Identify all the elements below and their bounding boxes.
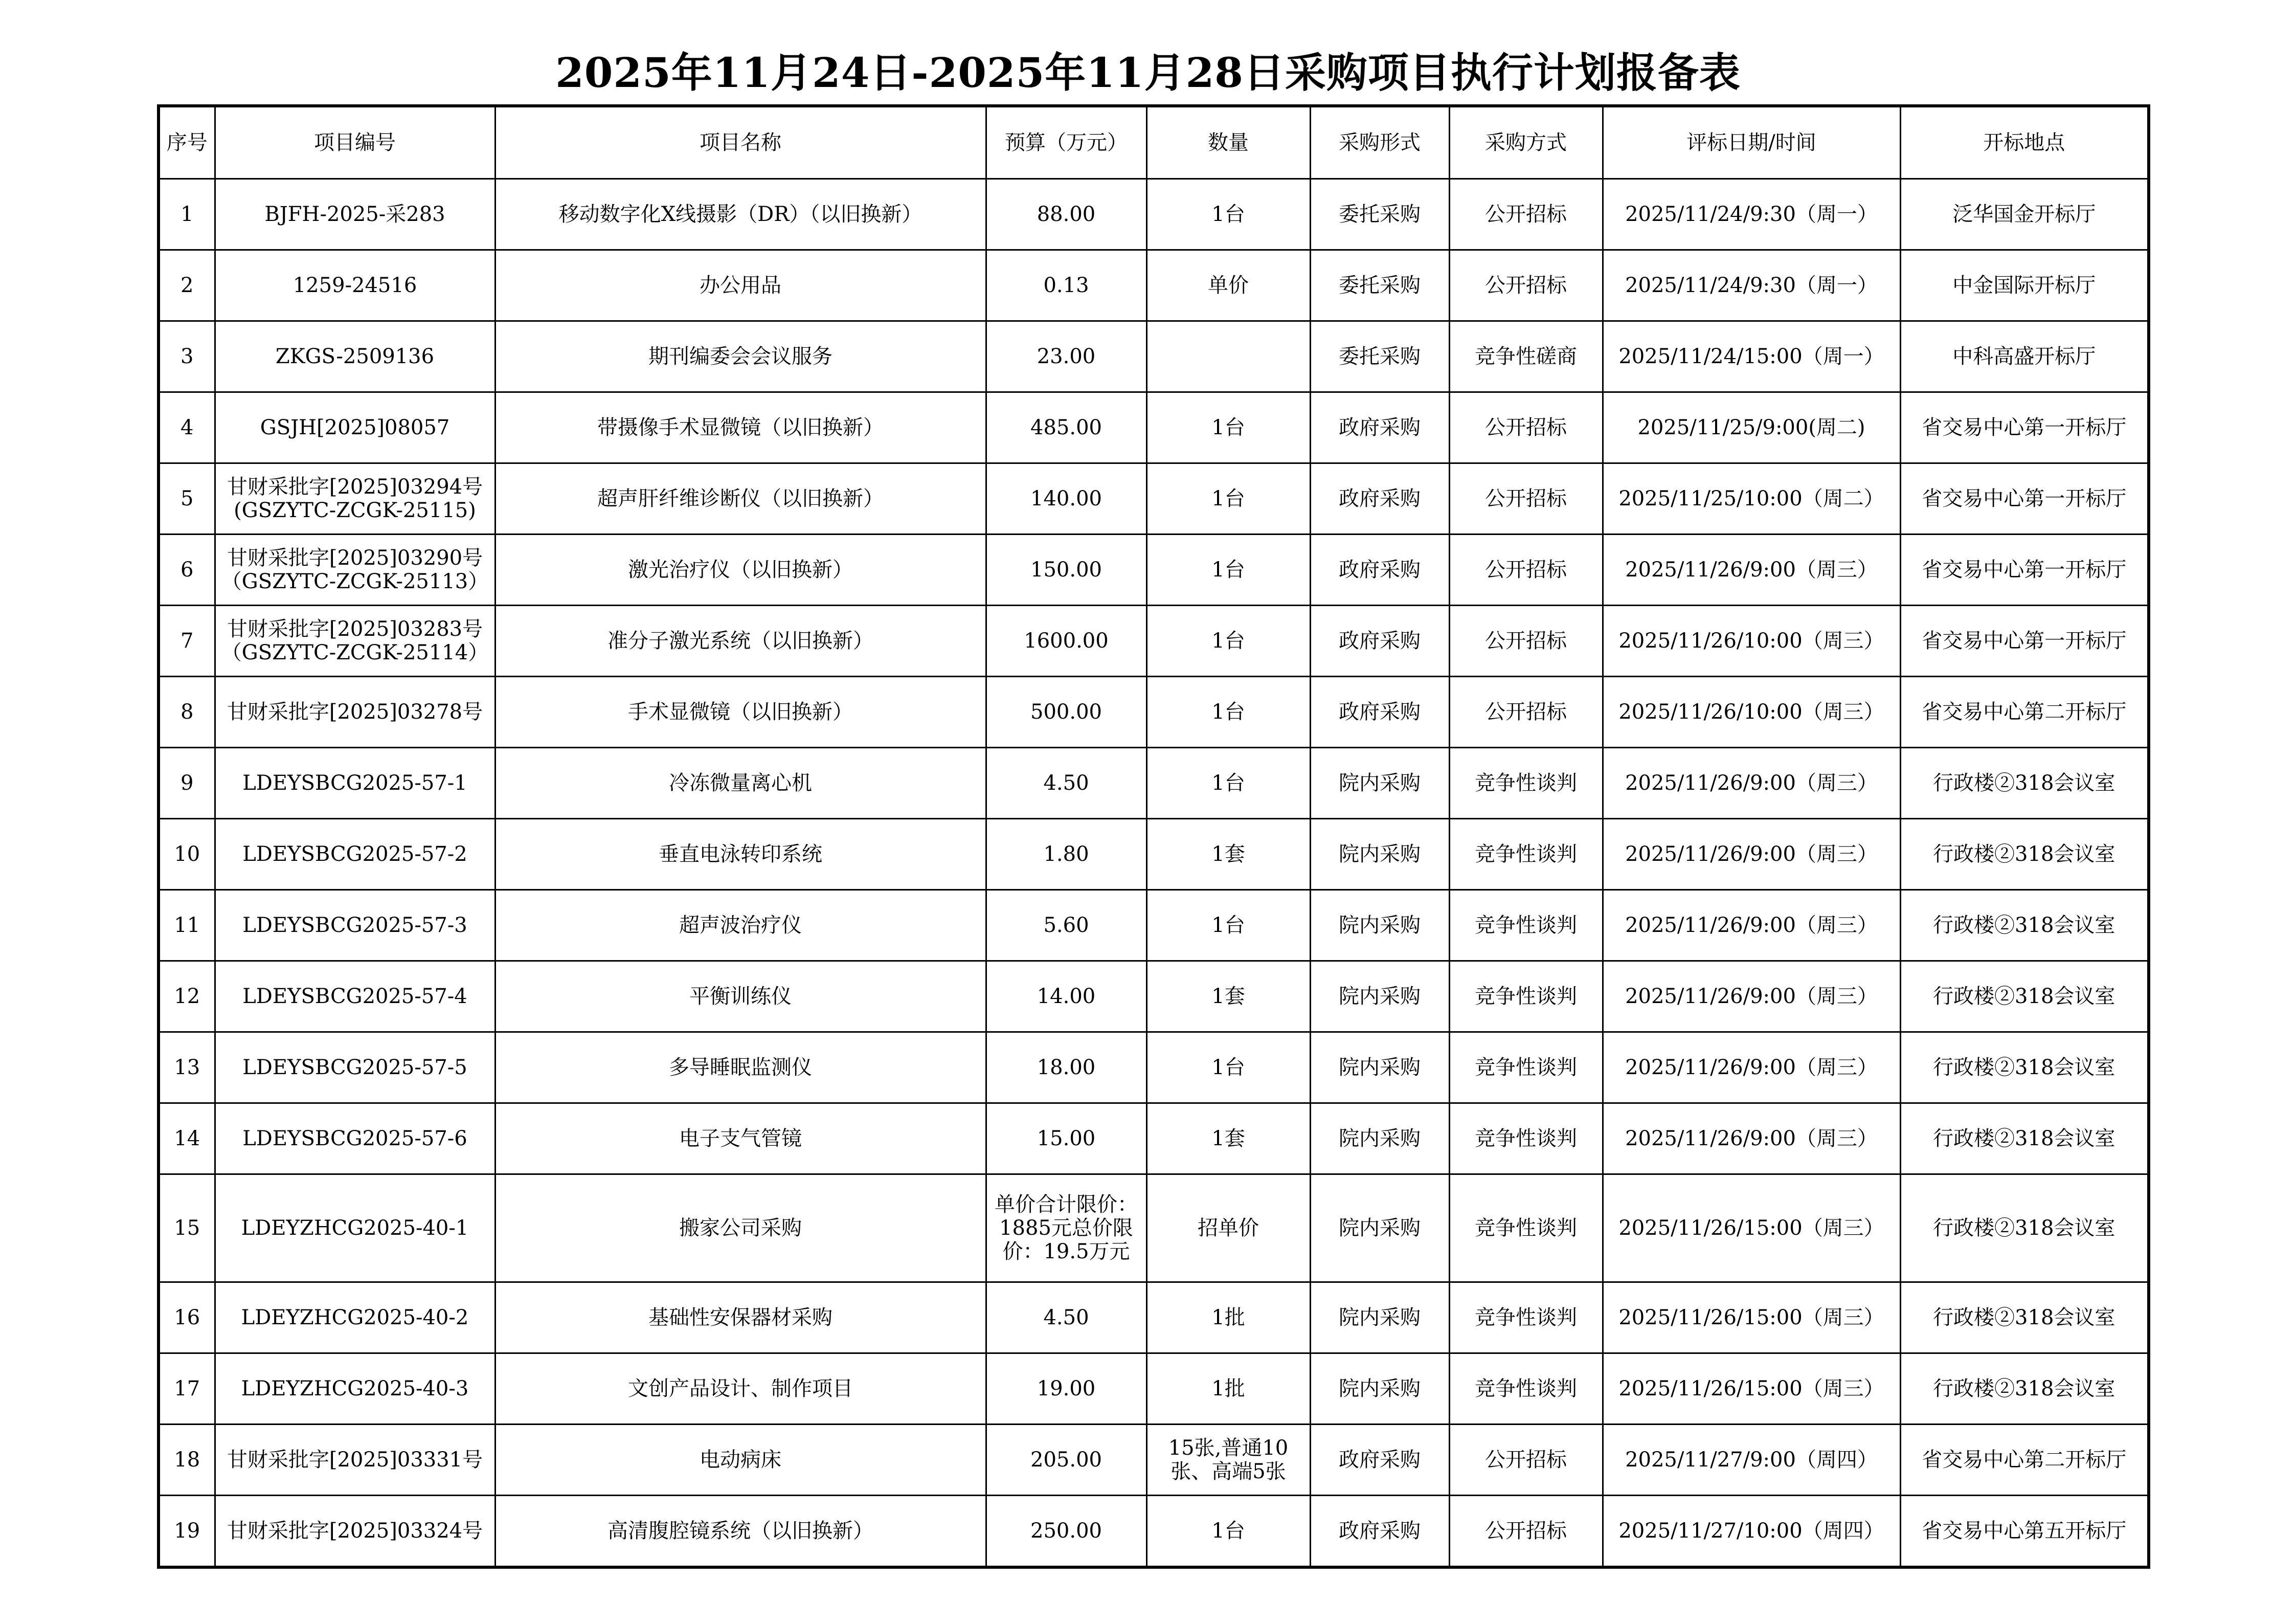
cell-date: 2025/11/26/15:00（周三） [1603,1174,1900,1282]
cell-code [215,535,495,606]
cell-method: 公开招标 [1449,392,1603,463]
header-name: 项目名称 [495,106,986,179]
cell-budget: 150.00 [986,535,1146,606]
cell-name: 手术显微镜（以旧换新） [495,677,986,748]
cell-budget: 250.00 [986,1496,1146,1568]
cell-qty: 15张,普通10张、高端5张 [1146,1425,1310,1496]
cell-place: 省交易中心第一开标厅 [1900,392,2149,463]
cell-method: 公开招标 [1449,250,1603,321]
cell-code [215,1496,495,1568]
cell-date: 2025/11/26/15:00（周三） [1603,1282,1900,1353]
cell-qty: 1台 [1146,392,1310,463]
project-code: ZKGS-2509136 [275,345,435,368]
cell-code [215,321,495,392]
cell-qty: 单价 [1146,250,1310,321]
project-code: 甘财采批字[2025]03294号 [227,475,483,499]
header-code: 项目编号 [215,106,495,179]
cell-name: 平衡训练仪 [495,961,986,1032]
table-row [159,1282,2149,1353]
cell-date: 2025/11/24/9:30（周一） [1603,250,1900,321]
cell-date: 2025/11/26/9:00（周三） [1603,961,1900,1032]
cell-name: 带摄像手术显微镜（以旧换新） [495,392,986,463]
cell-date: 2025/11/25/9:00(周二) [1603,392,1900,463]
project-code: GSJH[2025]08057 [260,416,450,439]
cell-name: 垂直电泳转印系统 [495,819,986,890]
cell-budget: 5.60 [986,890,1146,961]
cell-place: 省交易中心第一开标厅 [1900,535,2149,606]
cell-qty: 1套 [1146,1103,1310,1174]
cell-form: 政府采购 [1310,1496,1449,1568]
cell-code [215,1032,495,1103]
cell-qty: 1台 [1146,179,1310,250]
cell-method: 公开招标 [1449,606,1603,677]
cell-code [215,179,495,250]
cell-place: 行政楼②318会议室 [1900,961,2149,1032]
header-date: 评标日期/时间 [1603,106,1900,179]
table-row [159,961,2149,1032]
cell-code [215,677,495,748]
cell-method: 竞争性谈判 [1449,748,1603,819]
cell-date: 2025/11/26/15:00（周三） [1603,1353,1900,1425]
header-qty: 数量 [1146,106,1310,179]
cell-budget: 19.00 [986,1353,1146,1425]
cell-method: 公开招标 [1449,535,1603,606]
header-method: 采购方式 [1449,106,1603,179]
cell-form: 政府采购 [1310,392,1449,463]
table-row [159,535,2149,606]
table-row [159,321,2149,392]
cell-code [215,1425,495,1496]
cell-place: 行政楼②318会议室 [1900,890,2149,961]
project-code-secondary: (GSZYTC-ZCGK-25115) [234,499,476,522]
cell-date: 2025/11/26/9:00（周三） [1603,1032,1900,1103]
cell-method: 竞争性谈判 [1449,1353,1603,1425]
project-code: 甘财采批字[2025]03324号 [227,1519,483,1543]
cell-code [215,961,495,1032]
cell-name: 超声波治疗仪 [495,890,986,961]
cell-code [215,748,495,819]
cell-no: 6 [159,535,215,606]
cell-date: 2025/11/24/15:00（周一） [1603,321,1900,392]
project-code-secondary: （GSZYTC-ZCGK-25114） [221,641,489,664]
header-row [159,106,2149,179]
cell-date: 2025/11/26/9:00（周三） [1603,535,1900,606]
cell-no: 9 [159,748,215,819]
cell-code [215,392,495,463]
cell-name: 激光治疗仪（以旧换新） [495,535,986,606]
project-code: BJFH-2025-采283 [264,203,445,226]
project-code-secondary: （GSZYTC-ZCGK-25113） [221,570,489,593]
table-row [159,677,2149,748]
cell-budget: 18.00 [986,1032,1146,1103]
cell-no: 13 [159,1032,215,1103]
cell-method: 竞争性磋商 [1449,321,1603,392]
project-code: LDEYSBCG2025-57-2 [242,842,467,866]
cell-qty: 1套 [1146,819,1310,890]
cell-code [215,606,495,677]
cell-date: 2025/11/27/9:00（周四） [1603,1425,1900,1496]
cell-qty: 1台 [1146,606,1310,677]
cell-no: 1 [159,179,215,250]
cell-budget: 485.00 [986,392,1146,463]
cell-place: 省交易中心第二开标厅 [1900,677,2149,748]
cell-form: 院内采购 [1310,748,1449,819]
cell-budget: 140.00 [986,463,1146,535]
cell-no: 5 [159,463,215,535]
cell-method: 竞争性谈判 [1449,1282,1603,1353]
cell-code [215,1353,495,1425]
cell-method: 竞争性谈判 [1449,1174,1603,1282]
cell-method: 竞争性谈判 [1449,1032,1603,1103]
cell-name: 移动数字化X线摄影（DR）（以旧换新） [495,179,986,250]
cell-code [215,1174,495,1282]
cell-qty: 1台 [1146,677,1310,748]
cell-date: 2025/11/26/10:00（周三） [1603,677,1900,748]
cell-qty: 1台 [1146,535,1310,606]
cell-place: 行政楼②318会议室 [1900,1103,2149,1174]
cell-date: 2025/11/26/9:00（周三） [1603,890,1900,961]
cell-qty: 1套 [1146,961,1310,1032]
project-code: LDEYSBCG2025-57-1 [242,771,467,795]
cell-form: 委托采购 [1310,321,1449,392]
cell-no: 7 [159,606,215,677]
table-row [159,819,2149,890]
cell-budget: 1.80 [986,819,1146,890]
project-code: 甘财采批字[2025]03283号 [227,617,483,641]
table-row [159,748,2149,819]
cell-place: 中科高盛开标厅 [1900,321,2149,392]
cell-code [215,1103,495,1174]
cell-budget: 500.00 [986,677,1146,748]
cell-no: 15 [159,1174,215,1282]
table-row [159,179,2149,250]
cell-qty [1146,321,1310,392]
cell-form: 院内采购 [1310,819,1449,890]
cell-form: 委托采购 [1310,250,1449,321]
cell-budget: 4.50 [986,1282,1146,1353]
cell-name: 办公用品 [495,250,986,321]
cell-form: 院内采购 [1310,1282,1449,1353]
page-title: 2025年11月24日-2025年11月28日采购项目执行计划报备表 [555,49,1741,97]
cell-qty: 1台 [1146,1496,1310,1568]
cell-no: 11 [159,890,215,961]
cell-method: 竞争性谈判 [1449,1103,1603,1174]
cell-no: 18 [159,1425,215,1496]
cell-no: 17 [159,1353,215,1425]
cell-date: 2025/11/26/9:00（周三） [1603,1103,1900,1174]
table-row [159,1032,2149,1103]
cell-method: 竞争性谈判 [1449,819,1603,890]
header-place: 开标地点 [1900,106,2149,179]
cell-date: 2025/11/26/9:00（周三） [1603,819,1900,890]
cell-date: 2025/11/26/9:00（周三） [1603,748,1900,819]
cell-code [215,890,495,961]
project-code: 甘财采批字[2025]03290号 [227,546,483,570]
cell-budget: 0.13 [986,250,1146,321]
cell-no: 4 [159,392,215,463]
cell-place: 行政楼②318会议室 [1900,1032,2149,1103]
cell-form: 政府采购 [1310,606,1449,677]
cell-place: 行政楼②318会议室 [1900,1282,2149,1353]
table-row [159,1496,2149,1568]
table-row [159,1353,2149,1425]
cell-budget: 205.00 [986,1425,1146,1496]
project-code: 甘财采批字[2025]03331号 [227,1448,483,1472]
cell-budget: 4.50 [986,748,1146,819]
table-row [159,1103,2149,1174]
cell-method: 竞争性谈判 [1449,890,1603,961]
cell-no: 2 [159,250,215,321]
cell-qty: 1批 [1146,1353,1310,1425]
project-code: LDEYSBCG2025-57-3 [242,914,467,937]
cell-form: 院内采购 [1310,1032,1449,1103]
cell-qty: 1台 [1146,890,1310,961]
cell-qty: 招单价 [1146,1174,1310,1282]
cell-method: 公开招标 [1449,677,1603,748]
cell-form: 政府采购 [1310,535,1449,606]
cell-code [215,819,495,890]
cell-name: 多导睡眠监测仪 [495,1032,986,1103]
cell-code [215,1282,495,1353]
cell-no: 3 [159,321,215,392]
header-form: 采购形式 [1310,106,1449,179]
cell-method: 公开招标 [1449,179,1603,250]
cell-place: 行政楼②318会议室 [1900,748,2149,819]
cell-form: 院内采购 [1310,890,1449,961]
cell-place: 省交易中心第二开标厅 [1900,1425,2149,1496]
cell-no: 10 [159,819,215,890]
cell-qty: 1批 [1146,1282,1310,1353]
table-row [159,606,2149,677]
cell-budget: 23.00 [986,321,1146,392]
cell-budget: 14.00 [986,961,1146,1032]
cell-budget: 1600.00 [986,606,1146,677]
cell-budget: 15.00 [986,1103,1146,1174]
cell-no: 19 [159,1496,215,1568]
header-budget: 预算（万元） [986,106,1146,179]
cell-name: 高清腹腔镜系统（以旧换新） [495,1496,986,1568]
table-row [159,250,2149,321]
project-code: LDEYZHCG2025-40-1 [241,1216,469,1240]
cell-method: 公开招标 [1449,463,1603,535]
cell-name: 超声肝纤维诊断仪（以旧换新） [495,463,986,535]
cell-name: 基础性安保器材采购 [495,1282,986,1353]
cell-form: 政府采购 [1310,677,1449,748]
table-row [159,463,2149,535]
project-code: LDEYZHCG2025-40-3 [241,1377,469,1400]
cell-budget: 88.00 [986,179,1146,250]
header-no: 序号 [159,106,215,179]
cell-place: 省交易中心第一开标厅 [1900,606,2149,677]
cell-form: 院内采购 [1310,1353,1449,1425]
cell-method: 公开招标 [1449,1425,1603,1496]
cell-no: 16 [159,1282,215,1353]
table-row [159,890,2149,961]
cell-form: 委托采购 [1310,179,1449,250]
cell-form: 院内采购 [1310,961,1449,1032]
cell-place: 行政楼②318会议室 [1900,1353,2149,1425]
cell-code [215,463,495,535]
cell-budget: 单价合计限价：1885元总价限价：19.5万元 [986,1174,1146,1282]
cell-name: 文创产品设计、制作项目 [495,1353,986,1425]
cell-qty: 1台 [1146,463,1310,535]
cell-name: 准分子激光系统（以旧换新） [495,606,986,677]
cell-form: 院内采购 [1310,1103,1449,1174]
project-code: LDEYSBCG2025-57-6 [242,1127,467,1150]
table-row [159,1425,2149,1496]
cell-place: 行政楼②318会议室 [1900,1174,2149,1282]
cell-place: 省交易中心第五开标厅 [1900,1496,2149,1568]
cell-qty: 1台 [1146,1032,1310,1103]
table-row [159,392,2149,463]
cell-name: 冷冻微量离心机 [495,748,986,819]
cell-code [215,250,495,321]
cell-no: 12 [159,961,215,1032]
project-code: 1259-24516 [292,274,417,297]
project-code: LDEYZHCG2025-40-2 [241,1306,469,1329]
cell-place: 省交易中心第一开标厅 [1900,463,2149,535]
cell-no: 8 [159,677,215,748]
cell-date: 2025/11/27/10:00（周四） [1603,1496,1900,1568]
cell-name: 搬家公司采购 [495,1174,986,1282]
cell-form: 政府采购 [1310,1425,1449,1496]
cell-name: 电子支气管镜 [495,1103,986,1174]
table-body [159,179,2149,1568]
cell-no: 14 [159,1103,215,1174]
cell-form: 院内采购 [1310,1174,1449,1282]
cell-method: 公开招标 [1449,1496,1603,1568]
cell-place: 泛华国金开标厅 [1900,179,2149,250]
cell-date: 2025/11/26/10:00（周三） [1603,606,1900,677]
project-code: 甘财采批字[2025]03278号 [227,700,483,724]
procurement-table [157,104,2150,1569]
cell-place: 中金国际开标厅 [1900,250,2149,321]
cell-date: 2025/11/24/9:30（周一） [1603,179,1900,250]
project-code: LDEYSBCG2025-57-4 [242,985,467,1008]
project-code: LDEYSBCG2025-57-5 [242,1056,467,1079]
cell-method: 竞争性谈判 [1449,961,1603,1032]
cell-date: 2025/11/25/10:00（周二） [1603,463,1900,535]
cell-name: 期刊编委会会议服务 [495,321,986,392]
cell-form: 政府采购 [1310,463,1449,535]
cell-place: 行政楼②318会议室 [1900,819,2149,890]
cell-name: 电动病床 [495,1425,986,1496]
cell-qty: 1台 [1146,748,1310,819]
table-row [159,1174,2149,1282]
